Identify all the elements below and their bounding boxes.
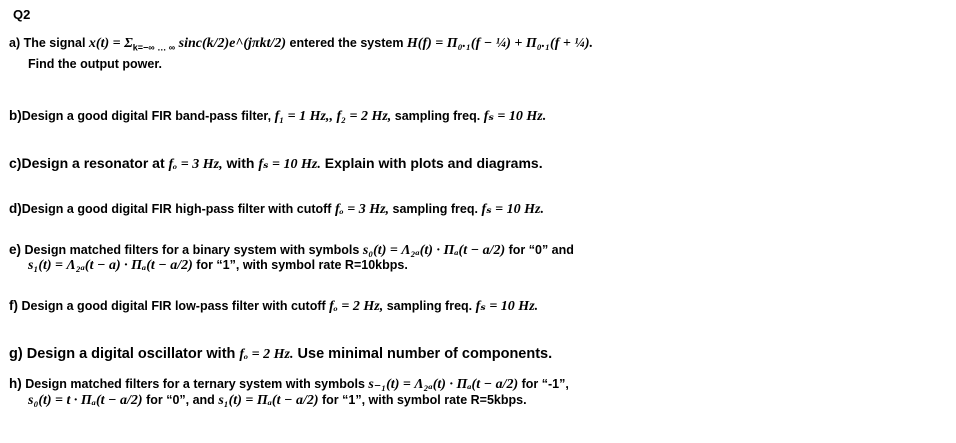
symbol-s1-formula-h: s₁(t) = Πₐ(t − a/2)	[218, 393, 319, 408]
question-a-pre: The signal	[23, 36, 86, 50]
question-e	[9, 242, 574, 259]
question-e-line1-post: for “0” and	[508, 243, 574, 257]
item-label-g: g)	[9, 346, 23, 362]
item-label-e: e)	[9, 242, 22, 257]
symbol-s0-formula-h: s₀(t) = t · Πₐ(t − a/2)	[28, 393, 143, 408]
question-title: Q2	[13, 7, 31, 22]
question-e-line2	[28, 258, 408, 274]
question-f	[9, 298, 538, 315]
question-g-text: Design a digital oscillator with	[26, 346, 236, 362]
f1-formula: f₁ = 1 Hz,	[274, 109, 330, 124]
signal-formula-rest: sinc(k/2)e^(jπkt/2)	[178, 36, 287, 51]
question-h-mid: for “0”, and	[146, 393, 215, 407]
signal-formula: x(t) = Σ	[88, 36, 133, 51]
question-h-line2	[28, 393, 527, 409]
question-b-tail: sampling freq.	[394, 109, 481, 123]
question-c-with: with	[226, 155, 255, 171]
fs-formula-d: fₛ = 10 Hz.	[481, 202, 544, 217]
f2-formula: , f₂ = 2 Hz,	[329, 109, 392, 124]
question-c-text: Design a resonator at	[21, 155, 165, 171]
question-b-text: Design a good digital FIR band-pass filter,	[21, 109, 272, 123]
sum-limits: k=−∞ … ∞	[132, 42, 176, 53]
symbol-s0-formula: s₀(t) = Λ₂ₐ(t) · Πₐ(t − a/2)	[362, 243, 506, 258]
question-d-tail: sampling freq.	[392, 202, 478, 216]
question-c-tail: Explain with plots and diagrams.	[324, 155, 543, 171]
question-f-tail: sampling freq.	[386, 299, 473, 313]
question-g	[9, 346, 552, 363]
question-b	[9, 108, 546, 125]
item-label-h: h)	[9, 376, 22, 391]
system-formula: H(f) = Π₀.₁(f − ¼) + Π₀.₁(f + ¼).	[406, 36, 593, 51]
question-e-line1-pre: Design matched filters for a binary system with symbols	[24, 243, 360, 257]
question-a-line2: Find the output power.	[28, 57, 163, 71]
symbol-s1-formula: s₁(t) = Λ₂ₐ(t − a) · Πₐ(t − a/2)	[28, 258, 193, 273]
question-h-line1-post: for “-1”,	[521, 377, 569, 391]
item-label-c: c)	[9, 155, 22, 171]
item-label-a: a)	[9, 36, 21, 50]
item-label-d: d)	[9, 201, 22, 216]
fo-formula-g: fₒ = 2 Hz.	[239, 347, 294, 362]
question-h-line1-pre: Design matched filters for a ternary system with symbols	[25, 377, 365, 391]
item-label-f: f)	[9, 298, 18, 313]
item-label-b: b)	[9, 108, 22, 123]
fo-formula-f: fₒ = 2 Hz,	[329, 299, 384, 314]
fs-formula-f: fₛ = 10 Hz.	[475, 299, 539, 314]
question-d	[9, 201, 544, 218]
fo-formula-c: fₒ = 3 Hz,	[168, 157, 223, 172]
fs-formula-b: fₛ = 10 Hz.	[483, 109, 547, 124]
question-h	[9, 376, 569, 393]
question-a-mid: entered the system	[289, 36, 404, 50]
fs-formula-c: fₛ = 10 Hz.	[258, 157, 321, 172]
question-e-line2-post: for “1”, with symbol rate R=10kbps.	[196, 258, 408, 272]
question-h-line2-post: for “1”, with symbol rate R=5kbps.	[321, 393, 527, 407]
question-a	[9, 36, 593, 53]
question-d-text: Design a good digital FIR high-pass filter with cutoff	[21, 202, 332, 216]
question-f-text: Design a good digital FIR low-pass filter with cutoff	[21, 299, 326, 313]
question-c	[9, 155, 543, 173]
question-g-tail: Use minimal number of components.	[297, 346, 553, 362]
symbol-sm1-formula: s₋₁(t) = Λ₂ₐ(t) · Πₐ(t − a/2)	[368, 377, 519, 392]
fo-formula-d: fₒ = 3 Hz,	[334, 202, 390, 217]
